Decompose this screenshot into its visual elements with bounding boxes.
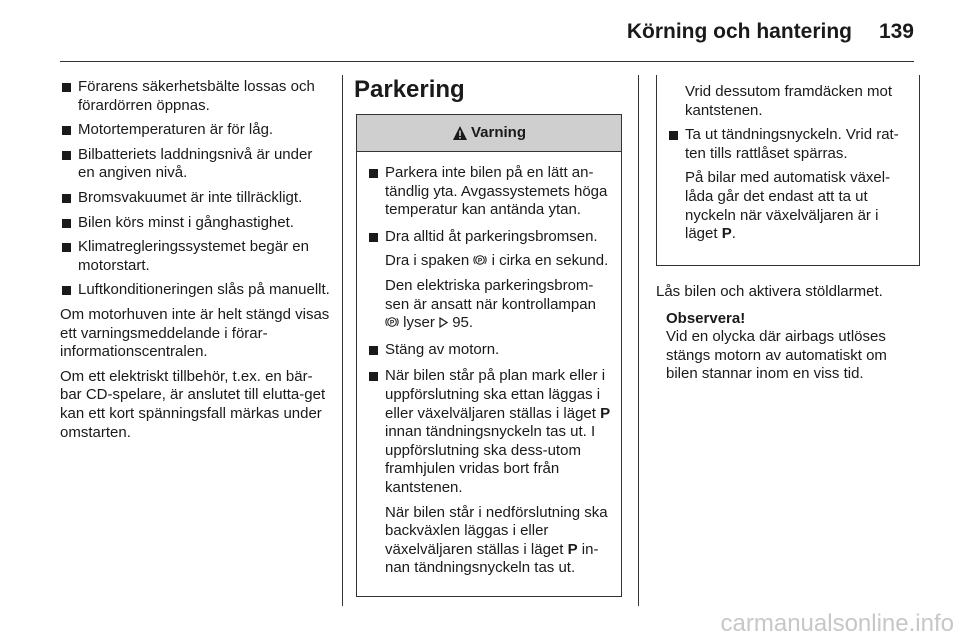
list-item: Förarens säkerhetsbälte lossas och förardörren öppnas. <box>60 78 330 115</box>
accessory-paragraph: Om ett elektriskt tillbehör, t.ex. en bär-bar CD-spelare, är anslutet till elutta-get kan ett kort spänningsfall märkas under omstarten. <box>60 367 326 441</box>
column-divider-1 <box>342 75 343 606</box>
sub-paragraph: När bilen står i nedförslutning ska backväxlen läggas i eller växelväljaren ställas i läget P in-nan tändningsnyckeln tas ut. <box>385 503 608 577</box>
bullet-icon <box>62 219 71 228</box>
list-item: Motortemperaturen är för låg. <box>60 121 330 140</box>
sub-paragraph: På bilar med automatisk växel-låda går det endast att ta ut nyckeln när växelväljaren är i läget P. <box>685 169 891 243</box>
bullet-icon <box>669 131 678 140</box>
bullet-icon <box>369 169 378 178</box>
note-title: Observera! <box>666 309 746 327</box>
list-item: Dra alltid åt parkeringsbromsen. Dra i spaken P i cirka en sekund. Den elektriska parkeringsbrom-sen är ansatt när kontrollampan P lyser 95. <box>367 228 613 333</box>
column-divider-2 <box>638 75 639 606</box>
sub-paragraph: Den elektriska parkeringsbrom-sen är ansatt när kontrollampan P lyser 95. <box>385 276 596 332</box>
bullet-icon <box>369 372 378 381</box>
header-divider <box>60 61 914 62</box>
warning-box <box>356 114 622 597</box>
list-item: Stäng av motorn. <box>367 341 613 360</box>
parking-brake-icon <box>473 253 487 267</box>
watermark: carmanualsonline.info <box>720 610 954 637</box>
svg-text:P: P <box>478 257 483 265</box>
list-item: När bilen står på plan mark eller i uppförslutning ska ettan läggas i eller växelväljaren ställas i läget P innan tändningsnyckeln tas ut. I uppförslutning ska dess-utom framhjulen vridas bort från kantstenen. När bilen står i nedförslutning ska backväxlen läggas i eller växelväljaren ställas i läget P in-nan tändningsnyckeln tas ut. <box>367 367 613 578</box>
continuation-text: Vrid dessutom framdäcken mot kantstenen. <box>685 83 893 119</box>
sub-paragraph: Dra i spaken P i cirka en sekund. <box>385 252 609 270</box>
warning-triangle-icon <box>452 125 468 141</box>
column-right <box>656 283 918 384</box>
section-title: Parkering <box>354 76 465 103</box>
page-reference-icon <box>439 317 448 328</box>
warning-box-continued <box>656 75 920 266</box>
list-item: Ta ut tändningsnyckeln. Vrid rat-ten tills rattlåset spärras. På bilar med automatisk växel-låda går det endast att ta ut nyckeln när växelväljaren är i läget P. <box>667 126 913 244</box>
lock-instruction: Lås bilen och aktivera stöldlarmet. <box>656 283 883 300</box>
list-item: Parkera inte bilen på en lätt an-tändlig yta. Avgassystemets höga temperatur kan antända ytan. <box>367 164 613 220</box>
parking-brake-icon <box>385 315 399 329</box>
bullet-icon <box>369 233 378 242</box>
list-item: Bilen körs minst i gånghastighet. <box>60 214 330 233</box>
bullet-icon <box>62 126 71 135</box>
list-item: Bilbatteriets laddningsnivå är under en angiven nivå. <box>60 146 330 183</box>
condition-list <box>60 78 330 300</box>
column-middle <box>356 76 622 597</box>
bullet-icon <box>62 83 71 92</box>
warning-body <box>357 152 621 578</box>
page-title: Körning och hantering <box>626 20 852 43</box>
note-block <box>656 310 918 384</box>
list-item: Luftkonditioneringen slås på manuellt. <box>60 281 330 300</box>
hood-paragraph: Om motorhuven inte är helt stängd visas ett varningsmeddelande i förar-informationscentralen. <box>60 305 330 361</box>
column-left <box>60 78 330 448</box>
page-number: 139 <box>878 20 914 43</box>
bullet-icon <box>62 194 71 203</box>
warning-heading: Varning <box>357 115 621 152</box>
list-item: Bromsvakuumet är inte tillräckligt. <box>60 189 330 208</box>
note-text: Vid en olycka där airbags utlöses stängs motorn av automatiskt om bilen stannar inom en viss tid. <box>666 328 887 383</box>
bullet-icon <box>62 151 71 160</box>
bullet-icon <box>369 346 378 355</box>
list-item: Klimatregleringssystemet begär en motorstart. <box>60 238 330 275</box>
svg-text:P: P <box>389 319 395 327</box>
bullet-icon <box>62 286 71 295</box>
bullet-icon <box>62 243 71 252</box>
